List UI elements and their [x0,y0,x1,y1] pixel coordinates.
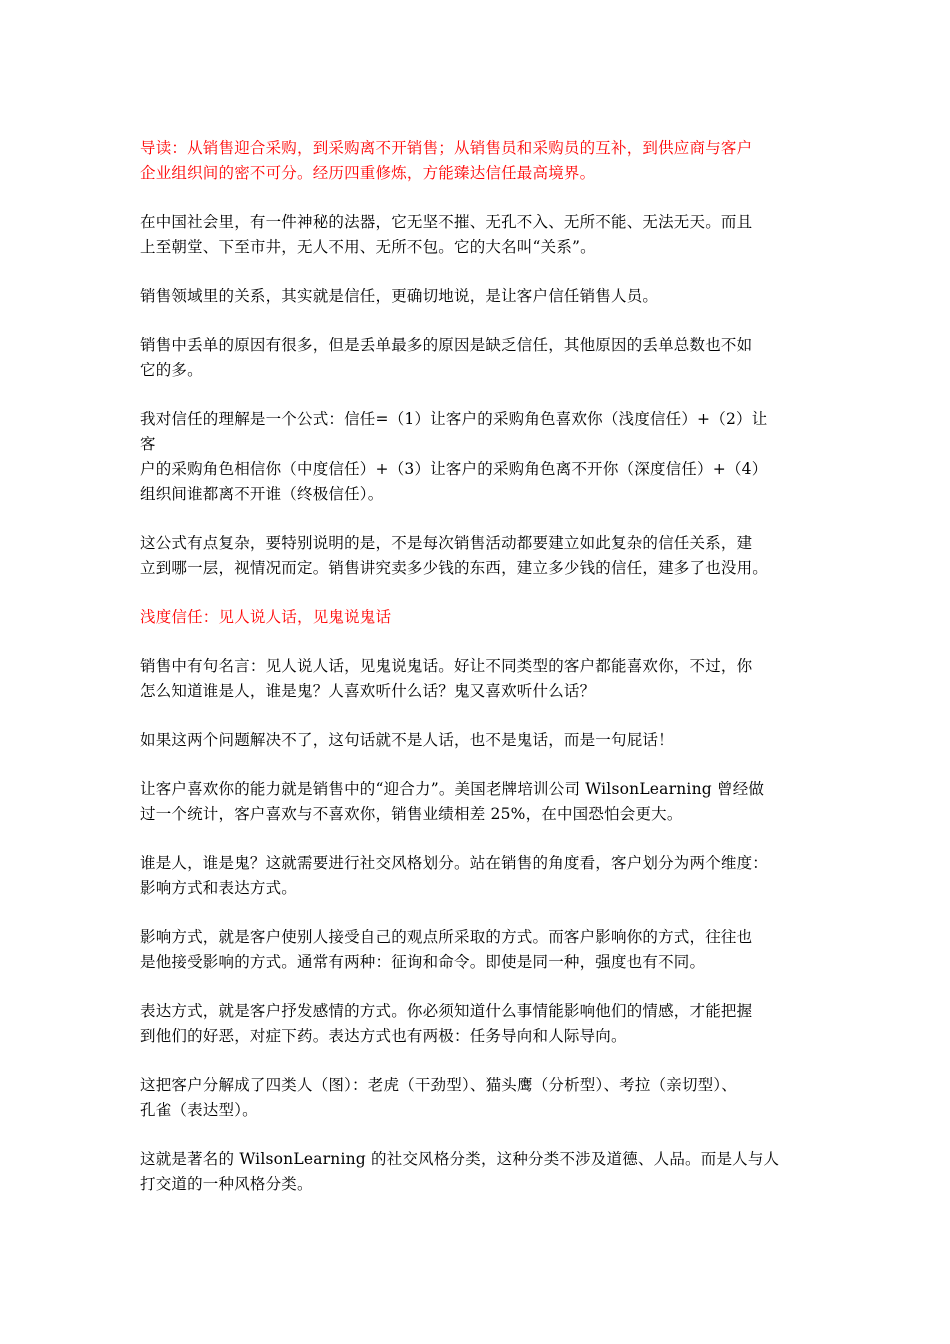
text-line: 是他接受影响的方式。通常有两种：征询和命令。即使是同一种，强度也有不同。 [140,953,706,971]
body-paragraph [140,851,815,901]
body-paragraph [140,210,815,260]
text-line: 影响方式和表达方式。 [140,879,298,897]
text-line: 影响方式，就是客户使别人接受自己的观点所采取的方式。而客户影响你的方式，往往也 [140,928,753,946]
body-paragraph [140,1073,815,1123]
body-paragraph [140,284,815,309]
text-line: 在中国社会里，有一件神秘的法器，它无坚不摧、无孔不入、无所不能、无法无天。而且 [140,213,753,231]
text-line: 导读：从销售迎合采购，到采购离不开销售；从销售员和采购员的互补，到供应商与客户 [140,139,753,157]
text-line: 打交道的一种风格分类。 [140,1175,313,1193]
body-paragraph [140,999,815,1049]
text-line: 到他们的好恶，对症下药。表达方式也有两极：任务导向和人际导向。 [140,1027,627,1045]
text-line: 谁是人，谁是鬼？这就需要进行社交风格划分。站在销售的角度看，客户划分为两个维度： [140,854,769,872]
text-line: 过一个统计，客户喜欢与不喜欢你，销售业绩相差 25%，在中国恐怕会更大。 [140,805,683,823]
text-line: 它的多。 [140,361,203,379]
text-line: 企业组织间的密不可分。经历四重修炼，方能臻达信任最高境界。 [140,164,596,182]
body-paragraph [140,925,815,975]
body-paragraph [140,407,815,507]
text-line: 组织间谁都离不开谁（终极信任）。 [140,485,384,503]
text-line: 这公式有点复杂，要特别说明的是，不是每次销售活动都要建立如此复杂的信任关系，建 [140,534,753,552]
body-paragraph [140,1147,815,1197]
text-line: 表达方式，就是客户抒发感情的方式。你必须知道什么事情能影响他们的情感，才能把握 [140,1002,753,1020]
text-line: 我对信任的理解是一个公式：信任=（1）让客户的采购角色喜欢你（浅度信任）+（2）让 [140,410,768,428]
section-heading-text: 浅度信任：见人说人话，见鬼说鬼话 [140,608,392,626]
body-paragraph [140,777,815,827]
body-paragraph [140,728,815,753]
body-paragraph [140,531,815,581]
text-line: 户的采购角色相信你（中度信任）+（3）让客户的采购角色离不开你（深度信任）+（4） [140,460,768,478]
text-line: 客 [140,435,156,453]
text-line: 立到哪一层，视情况而定。销售讲究卖多少钱的东西，建立多少钱的信任，建多了也没用。 [140,559,769,577]
text-line: 让客户喜欢你的能力就是销售中的“迎合力”。美国老牌培训公司 WilsonLearning 曾经做 [140,780,765,798]
intro-paragraph [140,136,815,186]
text-line: 这把客户分解成了四类人（图）：老虎（干劲型）、猫头鹰（分析型）、考拉（亲切型）、 [140,1076,738,1094]
text-line: 怎么知道谁是人，谁是鬼？人喜欢听什么话？鬼又喜欢听什么话？ [140,682,596,700]
text-line: 销售领域里的关系，其实就是信任，更确切地说，是让客户信任销售人员。 [140,287,659,305]
body-paragraph [140,333,815,383]
text-line: 销售中有句名言：见人说人话，见鬼说鬼话。好让不同类型的客户都能喜欢你，不过，你 [140,657,753,675]
document-page [140,136,815,1221]
body-paragraph [140,654,815,704]
section-heading [140,605,815,630]
text-line: 销售中丢单的原因有很多，但是丢单最多的原因是缺乏信任，其他原因的丢单总数也不如 [140,336,753,354]
text-line: 上至朝堂、下至市井，无人不用、无所不包。它的大名叫“关系”。 [140,238,596,256]
text-line: 孔雀（表达型）。 [140,1101,258,1119]
text-line: 这就是著名的 WilsonLearning 的社交风格分类，这种分类不涉及道德、人品。而是人与人 [140,1150,780,1168]
text-line: 如果这两个问题解决不了，这句话就不是人话，也不是鬼话，而是一句屁话！ [140,731,674,749]
